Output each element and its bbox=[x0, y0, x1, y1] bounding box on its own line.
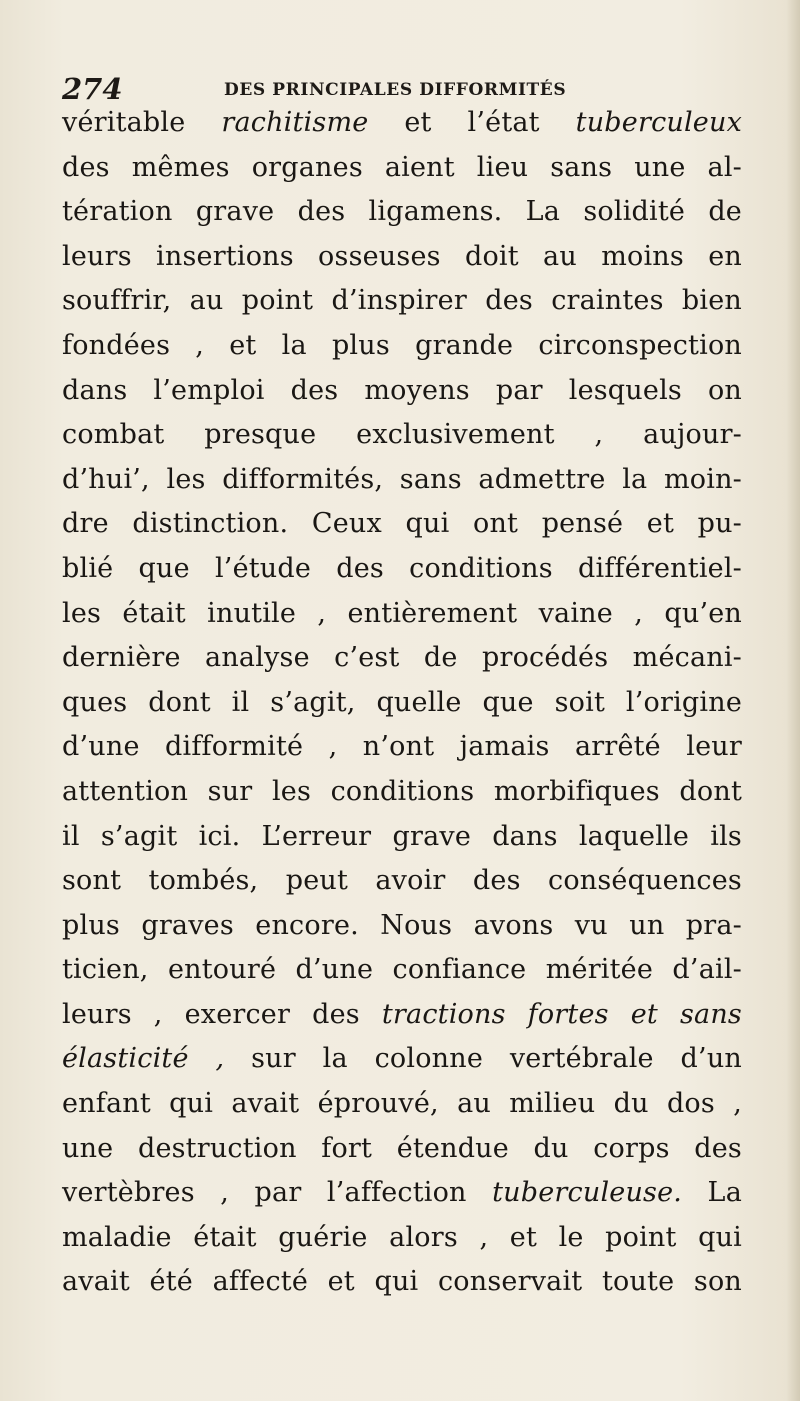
text-line bbox=[62, 681, 742, 726]
text-segment: enfant qui avait éprouvé, au milieu du dos , bbox=[62, 1088, 742, 1120]
text-segment: attention sur les conditions morbifiques dont bbox=[62, 775, 742, 807]
italic-text: tuberculeux bbox=[575, 107, 743, 138]
text-line bbox=[62, 190, 742, 235]
text-line bbox=[62, 636, 742, 681]
text-segment: dans l’emploi des moyens par lesquels on bbox=[62, 374, 742, 406]
text-line bbox=[62, 815, 742, 860]
text-segment: d’hui’, les difformités, sans admettre la moin- bbox=[62, 463, 742, 495]
text-line bbox=[62, 146, 742, 191]
text-line bbox=[62, 369, 742, 414]
text-segment: sont tombés, peut avoir des conséquences bbox=[62, 865, 742, 897]
text-line bbox=[62, 1171, 742, 1216]
text-line bbox=[62, 235, 742, 280]
text-line bbox=[62, 279, 742, 324]
text-segment: La bbox=[682, 1177, 742, 1209]
text-segment: dre distinction. Ceux qui ont pensé et pu- bbox=[62, 508, 742, 540]
text-segment: des mêmes organes aient lieu sans une al- bbox=[62, 151, 742, 183]
text-line bbox=[62, 592, 742, 637]
text-line bbox=[62, 547, 742, 592]
text-line bbox=[62, 101, 742, 146]
text-segment: leurs insertions osseuses doit au moins en bbox=[62, 240, 742, 272]
text-line bbox=[62, 1216, 742, 1261]
italic-text: tractions fortes et sans bbox=[381, 998, 742, 1030]
text-segment: avait été affecté et qui conservait toute son bbox=[62, 1266, 742, 1298]
text-line bbox=[62, 1037, 742, 1082]
text-segment: ticien, entouré d’une confiance méritée d’ail- bbox=[62, 954, 742, 986]
text-segment: une destruction fort étendue du corps des bbox=[62, 1132, 742, 1164]
text-segment: les était inutile , entièrement vaine , qu’en bbox=[62, 597, 742, 629]
running-head: DES PRINCIPALES DIFFORMITÉS bbox=[224, 80, 567, 100]
text-segment: et l’état bbox=[368, 107, 576, 138]
italic-text: élasticité , bbox=[62, 1043, 225, 1075]
text-segment: ques dont il s’agit, quelle que soit l’origine bbox=[62, 686, 742, 718]
text-line bbox=[62, 904, 742, 949]
text-line bbox=[62, 413, 742, 458]
text-line bbox=[62, 993, 742, 1038]
text-line bbox=[62, 1260, 742, 1305]
text-line bbox=[62, 948, 742, 993]
text-line bbox=[62, 502, 742, 547]
text-segment: tération grave des ligamens. La solidité de bbox=[62, 196, 742, 228]
text-segment: souffrir, au point d’inspirer des craintes bien bbox=[62, 285, 742, 317]
text-segment: sur la colonne vertébrale d’un bbox=[224, 1043, 742, 1075]
text-line bbox=[62, 1082, 742, 1127]
text-line bbox=[62, 770, 742, 815]
text-segment: blié que l’étude des conditions différentiel- bbox=[62, 552, 742, 584]
text-segment: fondées , et la plus grande circonspection bbox=[62, 329, 742, 361]
text-segment: vertèbres , par l’affection bbox=[62, 1177, 493, 1209]
text-segment: véritable bbox=[62, 107, 222, 138]
text-line bbox=[62, 725, 742, 770]
text-line bbox=[62, 859, 742, 904]
text-segment: il s’agit ici. L’erreur grave dans laquelle ils bbox=[62, 820, 742, 852]
body-text bbox=[62, 101, 742, 1305]
text-segment: plus graves encore. Nous avons vu un pra- bbox=[62, 909, 742, 941]
text-line bbox=[62, 1127, 742, 1172]
italic-text: rachitisme bbox=[221, 107, 369, 138]
text-segment: dernière analyse c’est de procédés mécani- bbox=[62, 642, 742, 674]
text-segment: leurs , exercer des bbox=[62, 998, 382, 1030]
italic-text: tuberculeuse. bbox=[492, 1177, 683, 1209]
text-segment: maladie était guérie alors , et le point qui bbox=[62, 1221, 742, 1253]
page-edge-shadow bbox=[786, 0, 800, 1401]
text-line bbox=[62, 324, 742, 369]
text-line bbox=[62, 458, 742, 503]
page-number: 274 bbox=[62, 72, 123, 106]
text-segment: d’une difformité , n’ont jamais arrêté leur bbox=[62, 731, 742, 763]
text-segment: combat presque exclusivement , aujour- bbox=[62, 419, 742, 451]
